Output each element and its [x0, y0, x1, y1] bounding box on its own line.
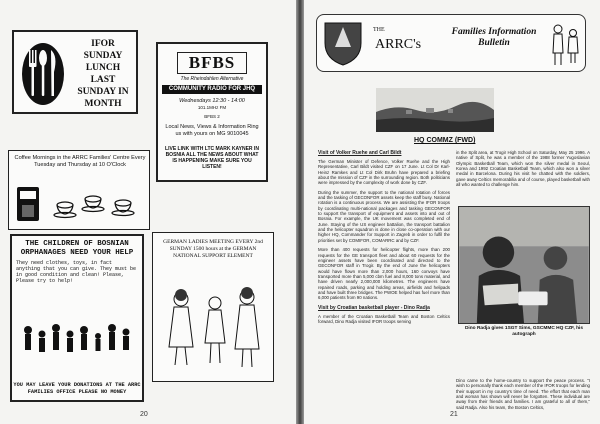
german-ladies-text: GERMAN LADIES MEETING EVERY 2nd SUNDAY 1500 hours at the GERMAN NATIONAL SUPPORT ELEMENT — [163, 239, 263, 259]
coffee-mornings-text: Coffee Mornings in the ARRC Families' Centre Every Tuesday and Thursday at 10 O'Clock — [14, 155, 146, 168]
cutlery-icon — [20, 40, 66, 108]
article-closing-column — [456, 378, 590, 412]
bulletin-header — [316, 14, 586, 72]
sunday-lunch-text: IFOR SUNDAY LUNCH LAST SUNDAY IN MONTH — [77, 39, 129, 109]
orphanages-box — [10, 234, 144, 402]
bfbs-station: BFBS 2 — [204, 114, 220, 119]
coffee-mornings-box — [8, 150, 150, 230]
bfbs-tagline: The Rheindahlen Alternative — [180, 76, 244, 82]
left-page — [0, 0, 296, 424]
page-number: 20 — [140, 411, 148, 418]
bfbs-footer: LIVE LINK WITH LTC MARK KAYNER IN BOSNIA ALL THE NEWS ABOUT WHAT IS HAPPENING MAKE SURE YOU LISTEN! — [165, 146, 259, 170]
visit-heading: Visit of Volker Ruehe and Carl Bildt — [318, 150, 402, 156]
basketball-photo — [458, 206, 590, 324]
bfbs-schedule: Wednesdays 12:30 - 14:00 — [179, 98, 245, 104]
bfbs-radio-box — [156, 42, 268, 182]
landscape-photo — [376, 88, 494, 132]
section-title: HQ COMMZ (FWD) — [414, 137, 476, 144]
orphanages-message: They need clothes, toys, in fact anything that you can give. They must be in good condition and clean! Please, Please try to help! — [16, 260, 137, 284]
children-icon — [18, 316, 140, 366]
bfbs-info: Local News, Views & Information Ring us with yours on MG 9010045 — [165, 124, 259, 137]
header-the: THE — [373, 27, 385, 33]
visit-paragraph: The German Minister of Defence, Volker Ruehe and the High Representative, Carl Bildt visited CZF on 17 June. Lt Col Dr Karl-Heinz Ramkes and Lt Col Dirk Bruhn have prepared a briefing about the mission of CZF in the surrounding region. Both politicians were impressed by the complexity of work done by CZF. — [318, 159, 450, 186]
right-page — [304, 0, 600, 424]
bfbs-banner: COMMUNITY RADIO FOR JHQ — [162, 85, 262, 94]
header-arrcs: ARRC's — [375, 37, 422, 52]
right-column-paragraph: in the Split area, at Trogir High School on Saturday, May 25 1996. A native of Split, he was a member of the 1988 former Yugoslavian Olympic Basketball Team, which won the silver medal in Seoul, Korea and 1992 Croatian Basketball Team, which also won a silver medal in Barcelona. During his visit he chatted with the soldiers, gave away Celtics memorabilia and of course, played basketball with all who wanted to challenge him. — [456, 150, 590, 188]
visit2-heading: Visit by Croatian basketball player - Dino Radja — [318, 304, 430, 311]
visit-paragraph: During the summer, the support to the national rotation of forces and the tasking of GECONFOR assets keep the staff busy. National rotation is a continuous process. We are assisting the IFOR troops by coordinating multi-national packages and tasking GECONFOR to support the transport of equipment and assets into and out of Bosnia. For example, the UK movement was completed end of June. Staying of the US engineer battalion, the transport battalion and the helicopter squadron is done in close co-operation with our higher HQ, Commander for Support in Zagreb in order to fulfil the priorities set by COMIFOR, COMARRC and by CZF. — [318, 189, 450, 243]
bfbs-frequency: 101.1MHz FM — [197, 105, 227, 110]
german-ladies-box — [152, 232, 274, 382]
orphanages-footer: YOU MAY LEAVE YOUR DONATIONS AT THE ARRC FAMILIES OFFICE PLEASE NO MONEY — [13, 382, 141, 395]
orphanages-heading: THE CHILDREN OF BOSNIAN ORPHANAGES NEED YOUR HELP — [20, 240, 134, 257]
sunday-lunch-box — [12, 30, 138, 114]
book-spine — [296, 0, 304, 424]
visit-paragraph: More than 400 requests for helicopter flights, more than 200 requests for the GE transport fleet and about 60 requests for the engineer assets have been coordinated and directed to the GECONFOR staff in Trogir. By the end of June the helicopters would have flown more than 2,000 hours, 160 convoys have transported more than 5,000 cbm fuel and 8,000 tons material, and have driven nearly 2,000,000 kilometres. The engineers have repaired roads, parking and holding areas, airfields and helipads and have built three bridges. The PWOE helped has fuel more than 6,000 patients from 90 nations. — [318, 247, 450, 301]
ladies-illustration-icon — [157, 277, 269, 373]
closing-paragraph: Dino came to the home-country to support the peace process. "I wish to personally thank each member of the IFOR troops for lending their support in my country's time of need. The effort that each man and woman has shown will never be forgotten. These individual are away from their friends and families. I am grateful to all of them," said Radja. Also his team, the Boston Celtics, — [456, 378, 590, 410]
page-number: 21 — [450, 411, 458, 418]
family-icon — [549, 21, 583, 67]
arrc-shield-icon — [323, 21, 363, 67]
header-bulletin-title: Families Information Bulletin — [451, 27, 537, 48]
coffee-cups-icon — [15, 181, 145, 225]
photo-caption: Dino Radja gives 1SGT Sims, GSCMMC HQ CZF, his autograph — [464, 326, 584, 337]
bfbs-logo: BFBS — [177, 52, 247, 74]
article-right-column — [456, 150, 590, 204]
article-left-column — [318, 150, 450, 412]
visit2-paragraph: A member of the Croatian Basketball Team and Boston Celtics forward, Dino Radja visited IFOR troops serving — [318, 313, 450, 324]
